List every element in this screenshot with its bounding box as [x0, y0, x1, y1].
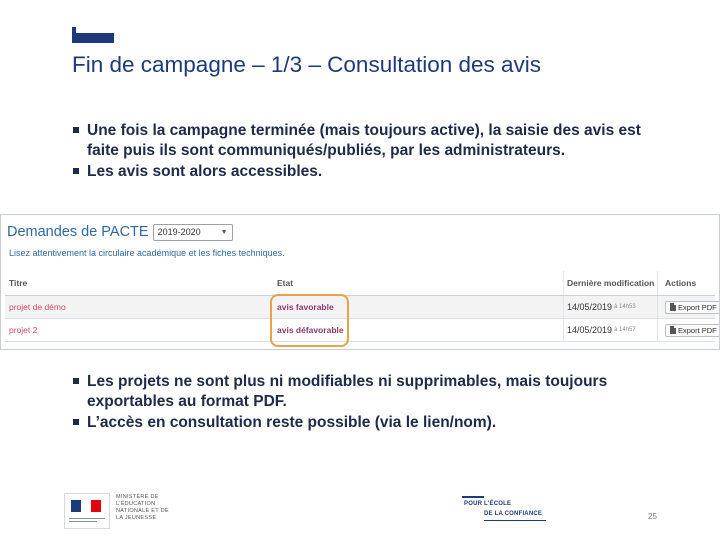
- column-divider: [563, 296, 564, 318]
- table-header-row: [5, 271, 715, 296]
- bullet-square-icon: [73, 378, 79, 384]
- bullet-square-icon: [73, 168, 79, 174]
- notice-text: Lisez attentivement la circulaire académique et les fiches techniques.: [9, 248, 285, 258]
- date-value: 14/05/2019: [567, 325, 613, 335]
- column-divider: [563, 319, 564, 341]
- state-highlight-annotation: [270, 294, 349, 347]
- last-modified: [567, 319, 636, 341]
- year-select[interactable]: [153, 224, 233, 241]
- bullet-item: [72, 372, 672, 412]
- date-value: 14/05/2019: [567, 302, 613, 312]
- page-heading: Demandes de PACTE: [7, 224, 149, 240]
- bullet-list-bottom: [72, 372, 672, 434]
- column-divider: [657, 296, 658, 318]
- column-divider: [657, 319, 658, 341]
- year-select-value: 2019-2020: [157, 227, 201, 237]
- export-pdf-button[interactable]: [665, 301, 720, 314]
- column-divider: [657, 271, 658, 295]
- actions-cell: [665, 319, 720, 341]
- projects-table: [5, 271, 715, 342]
- french-flag-icon: [71, 500, 101, 512]
- ecole-confiance-logo: [462, 496, 554, 526]
- emblem-caption: [69, 516, 107, 524]
- logo-underline: [484, 520, 546, 521]
- bullet-item: [72, 121, 672, 161]
- bullet-text: Une fois la campagne terminée (mais toujours active), la saisie des avis est faite puis ils sont communiqués/publiés, par les administrateurs.: [87, 122, 641, 159]
- bullet-square-icon: [73, 127, 79, 133]
- actions-cell: [665, 296, 720, 318]
- export-pdf-label: Export PDF: [678, 325, 717, 335]
- column-header-actions: Actions: [665, 278, 697, 288]
- logo-rule: [462, 496, 484, 498]
- column-header-last-modified[interactable]: Dernière modification: [567, 278, 655, 288]
- bullet-list-top: [72, 121, 672, 183]
- project-title-link[interactable]: projet de démo: [9, 302, 66, 312]
- time-value: à 14h57: [614, 327, 636, 333]
- slide-title: Fin de campagne – 1/3 – Consultation des avis: [72, 52, 542, 77]
- ministry-name: MINISTÈRE DE L'ÉDUCATION NATIONALE ET DE LA JEUNESSE: [116, 494, 169, 521]
- logo-line-2: DE LA CONFIANCE: [484, 511, 543, 517]
- table-row: [5, 319, 715, 342]
- state-value: avis favorable: [277, 302, 334, 312]
- logo-line-1: POUR L'ÉCOLE: [464, 501, 512, 507]
- export-pdf-button[interactable]: [665, 324, 720, 337]
- bullet-item: [72, 413, 672, 433]
- state-value: avis défavorable: [277, 325, 344, 335]
- republique-francaise-emblem: [64, 493, 110, 529]
- table-row: [5, 296, 715, 319]
- bullet-text: Les projets ne sont plus ni modifiables ni supprimables, mais toujours exportables au format PDF.: [87, 373, 608, 410]
- export-pdf-label: Export PDF: [678, 302, 717, 312]
- bullet-text: L’accès en consultation reste possible (via le lien/nom).: [87, 414, 497, 431]
- time-value: à 14h53: [614, 304, 636, 310]
- project-title-link[interactable]: projet 2: [9, 325, 38, 335]
- bullet-square-icon: [73, 419, 79, 425]
- ministry-logo: [64, 493, 176, 529]
- title-accent-bar: [72, 33, 114, 43]
- app-screenshot: [0, 214, 720, 350]
- column-header-state[interactable]: Etat: [277, 278, 294, 288]
- pdf-file-icon: [670, 303, 676, 311]
- chevron-down-icon: ▼: [220, 228, 228, 236]
- bullet-text: Les avis sont alors accessibles.: [87, 163, 323, 180]
- bullet-item: [72, 162, 672, 182]
- column-divider: [563, 271, 564, 295]
- column-header-title[interactable]: Titre: [9, 278, 28, 288]
- screenshot-header: [7, 221, 233, 243]
- last-modified: [567, 296, 636, 318]
- page-number: 25: [648, 512, 657, 521]
- pdf-file-icon: [670, 326, 676, 334]
